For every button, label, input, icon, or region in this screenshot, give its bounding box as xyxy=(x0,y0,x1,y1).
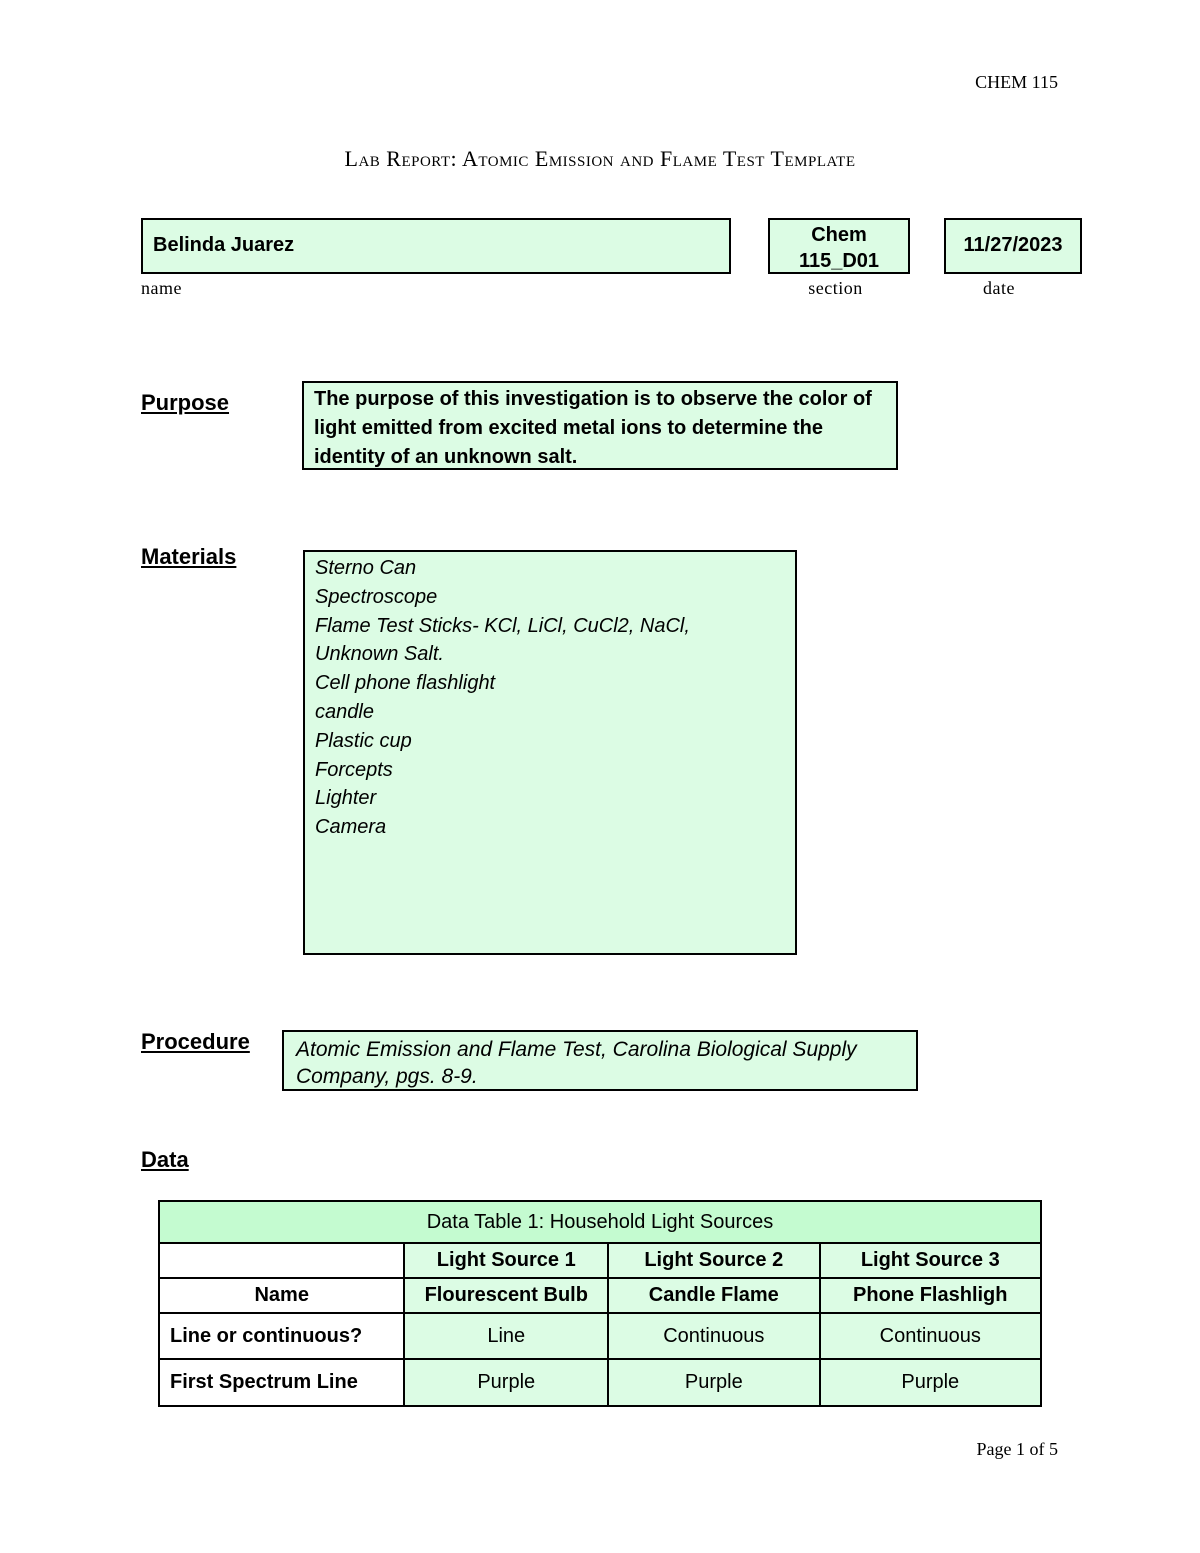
table-header-row xyxy=(159,1243,1041,1278)
material-item: Cell phone flashlight xyxy=(315,672,496,695)
table-cell[interactable]: Purple xyxy=(608,1359,819,1406)
purpose-heading: Purpose xyxy=(141,390,230,415)
document-title: Lab Report: Atomic Emission and Flame Test Template xyxy=(344,146,856,171)
table-cell[interactable]: Purple xyxy=(820,1359,1041,1406)
procedure-text-box[interactable]: Atomic Emission and Flame Test, Carolina Biological Supply Company, pgs. 8-9. xyxy=(282,1030,918,1091)
table-title: Data Table 1: Household Light Sources xyxy=(159,1201,1041,1243)
date-caption: date xyxy=(983,278,1015,298)
column-header: Light Source 1 xyxy=(404,1243,608,1278)
page-number: Page 1 of 5 xyxy=(976,1439,1058,1459)
material-item: Plastic cup xyxy=(315,729,412,752)
table-cell[interactable]: Purple xyxy=(404,1359,608,1406)
date-field[interactable]: 11/27/2023 xyxy=(944,218,1082,274)
material-item: candle xyxy=(315,700,374,723)
table-cell[interactable]: Continuous xyxy=(820,1313,1041,1359)
table-cell[interactable]: Candle Flame xyxy=(608,1278,819,1313)
data-table xyxy=(158,1200,1042,1407)
material-item: Spectroscope xyxy=(315,585,438,608)
row-label: First Spectrum Line xyxy=(159,1359,404,1406)
row-label: Line or continuous? xyxy=(159,1313,404,1359)
material-item: Flame Test Sticks- KCl, LiCl, CuCl2, NaCl, xyxy=(315,614,690,637)
table-cell[interactable]: Flourescent Bulb xyxy=(404,1278,608,1313)
name-caption: name xyxy=(141,278,182,298)
material-item: Lighter xyxy=(315,787,377,810)
table-cell[interactable]: Line xyxy=(404,1313,608,1359)
material-item: Unknown Salt. xyxy=(315,643,444,666)
table-cell[interactable]: Continuous xyxy=(608,1313,819,1359)
row-label: Name xyxy=(159,1278,404,1313)
materials-list-box[interactable] xyxy=(303,550,797,955)
data-heading: Data xyxy=(141,1147,189,1172)
table-row xyxy=(159,1278,1041,1313)
material-item: Forcepts xyxy=(315,758,393,781)
column-header: Light Source 3 xyxy=(820,1243,1041,1278)
name-field[interactable]: Belinda Juarez xyxy=(141,218,731,274)
section-line-1: Chem xyxy=(811,224,867,246)
purpose-text-box[interactable]: The purpose of this investigation is to observe the color of light emitted from excited metal ions to determine the identity of an unknown salt. xyxy=(302,381,898,470)
table-row xyxy=(159,1359,1041,1406)
materials-heading: Materials xyxy=(141,544,237,569)
table-row xyxy=(159,1313,1041,1359)
section-field[interactable] xyxy=(768,218,910,274)
column-header: Light Source 2 xyxy=(608,1243,819,1278)
table-corner-cell xyxy=(159,1243,404,1278)
table-cell[interactable]: Phone Flashligh xyxy=(820,1278,1041,1313)
procedure-heading: Procedure xyxy=(141,1029,250,1054)
material-item: Sterno Can xyxy=(315,557,417,579)
material-item: Camera xyxy=(315,816,387,839)
section-caption: section xyxy=(808,278,863,298)
header-course-code: CHEM 115 xyxy=(975,72,1058,92)
section-line-2: 115_D01 xyxy=(798,250,880,272)
